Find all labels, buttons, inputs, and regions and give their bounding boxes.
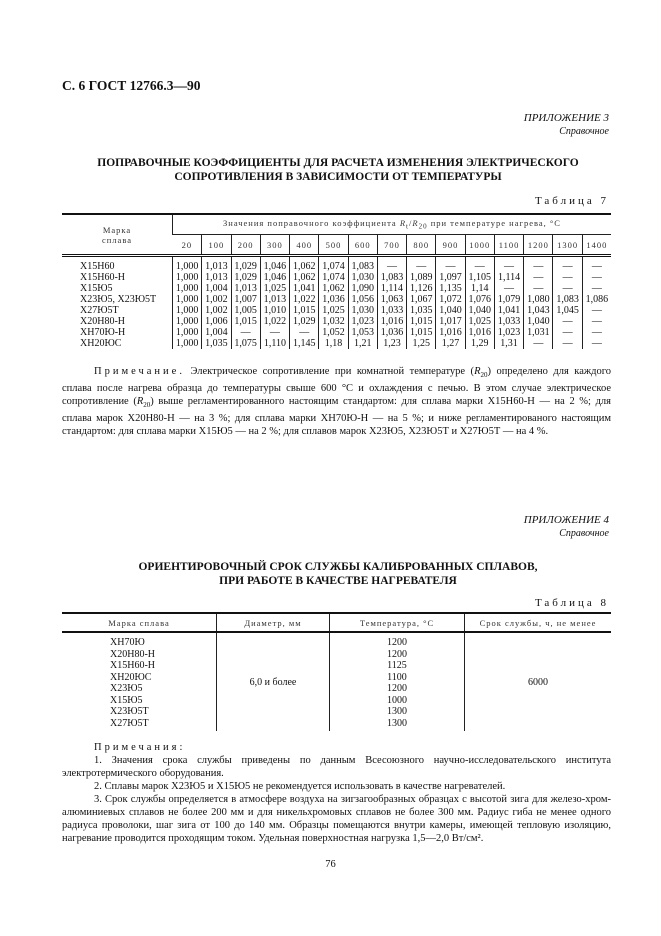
- coefficient-cell: —: [524, 283, 553, 294]
- column-header-alloy: [62, 214, 173, 256]
- note-item: 1. Значения срока службы приведены по данным Всесоюзного научно-исследовательского института электротермического оборудования.: [62, 755, 611, 779]
- table-row: [62, 327, 611, 338]
- coefficient-cell: —: [553, 338, 582, 349]
- title-line: СОПРОТИВЛЕНИЯ В ЗАВИСИМОСТИ ОТ ТЕМПЕРАТУРЫ: [174, 171, 502, 183]
- coefficient-cell: 1,083: [553, 294, 582, 305]
- table-row: [62, 305, 611, 316]
- alloy-cell: Х20Н80-Н: [80, 316, 125, 327]
- column-header-temperature: 500: [319, 235, 348, 256]
- coefficient-cell: —: [494, 256, 523, 273]
- coefficient-cell: 1,114: [377, 283, 406, 294]
- coefficient-cell: 1,114: [494, 272, 523, 283]
- column-header-temperature: 20: [181, 239, 193, 250]
- coefficient-cell: 1,015: [231, 316, 260, 327]
- note-text: Электрическое сопротивление при комнатной температуре $(R_{20})$ определено для каждого сплава после нагрева образца до температуры свыше 600 °С и охлаждения с печью. В этом случае электрическое сопротивление $(R_{20})$ выше регламентированного настоящим стандартом: для сплава марки Х15Н60-Н — на 2 %; для сплава марок Х20Н80-Н — на 3 %; для сплава марки ХН70Ю-Н — на 5 %; и ниже регламентированого настоящим стандартом: для сплава марки Х15Ю5 — на 2 %; для сплавов марок Х23Ю5, Х23Ю5Т и Х27Ю5Т — на 4 %.: [62, 366, 611, 438]
- coefficient-cell: —: [582, 316, 611, 327]
- coefficient-cell: 1,004: [202, 327, 231, 338]
- column-header-temperature: 1200: [524, 235, 553, 256]
- coefficient-cell: 1,041: [494, 305, 523, 316]
- coefficient-cell: 1,000: [173, 305, 202, 316]
- appendix-label: ПРИЛОЖЕНИЕ 4: [523, 514, 609, 526]
- coefficient-cell: 1,029: [290, 316, 319, 327]
- coefficient-cell: 1,21: [348, 338, 377, 349]
- coefficient-cell: —: [553, 316, 582, 327]
- coefficient-cell: 1,022: [260, 316, 289, 327]
- column-header-temperature: 200: [231, 235, 260, 256]
- temperature-item: 1100: [387, 671, 407, 683]
- header-text: Значения поправочного коэффициента $R_t/R_{20}$ при температуре нагрева, °С: [223, 218, 561, 231]
- coefficient-cell: 1,000: [173, 283, 202, 294]
- appendix-type: Справочное: [559, 528, 609, 539]
- coefficient-cell: 1,000: [173, 294, 202, 305]
- coefficient-cell: 1,033: [377, 305, 406, 316]
- coefficient-cell: 1,040: [524, 316, 553, 327]
- coefficient-cell: 1,015: [290, 305, 319, 316]
- coefficient-cell: 1,016: [377, 316, 406, 327]
- column-header-alloy: Марка сплава: [108, 617, 170, 628]
- coefficient-cell: —: [494, 283, 523, 294]
- coefficient-cell: 1,046: [260, 272, 289, 283]
- coefficient-cell: 1,035: [202, 338, 231, 349]
- table-7-caption: Таблица 7: [534, 195, 609, 207]
- coefficient-cell: 1,135: [436, 283, 465, 294]
- title-line: ОРИЕНТИРОВОЧНЫЙ СРОК СЛУЖБЫ КАЛИБРОВАННЫХ СПЛАВОВ,: [138, 561, 538, 573]
- coefficient-cell: 1,005: [231, 305, 260, 316]
- coefficient-cell: —: [231, 327, 260, 338]
- coefficient-cell: 1,015: [407, 327, 436, 338]
- coefficient-cell: 1,074: [319, 256, 348, 273]
- table-8: [62, 612, 611, 731]
- coefficient-cell: 1,046: [260, 256, 289, 273]
- coefficient-cell: 1,086: [582, 294, 611, 305]
- coefficient-cell: 1,025: [465, 316, 494, 327]
- coefficient-cell: 1,000: [173, 256, 202, 273]
- coefficient-cell: —: [524, 256, 553, 273]
- temperature-item: 1300: [387, 717, 407, 729]
- coefficient-cell: 1,097: [436, 272, 465, 283]
- column-header-diameter: Диаметр, мм: [217, 613, 330, 632]
- coefficient-cell: 1,030: [348, 305, 377, 316]
- column-header-temperature: 900: [436, 235, 465, 256]
- alloy-cell: Х27Ю5Т: [80, 305, 119, 316]
- coefficient-cell: —: [553, 256, 582, 273]
- page-number: 76: [325, 859, 336, 870]
- coefficient-cell: —: [407, 256, 436, 273]
- table-row: [62, 272, 611, 283]
- table-row: [62, 256, 611, 273]
- temperature-list: [330, 632, 465, 731]
- alloy-item: Х15Ю5: [110, 694, 143, 706]
- coefficient-cell: 1,015: [407, 316, 436, 327]
- notes-list: [62, 754, 611, 845]
- appendix-3-title: [60, 156, 616, 184]
- coefficient-cell: —: [582, 283, 611, 294]
- coefficient-cell: 1,022: [290, 294, 319, 305]
- table-row: [62, 338, 611, 349]
- column-header-temperature: Температура, °С: [330, 613, 465, 632]
- column-header-temperature: 700: [377, 235, 406, 256]
- column-header-temperature: 100: [202, 235, 231, 256]
- coefficient-cell: —: [582, 272, 611, 283]
- coefficient-cell: 1,013: [231, 283, 260, 294]
- coefficient-cell: 1,025: [319, 305, 348, 316]
- temperature-item: 1300: [387, 706, 407, 717]
- coefficient-cell: 1,080: [524, 294, 553, 305]
- coefficient-cell: 1,031: [524, 327, 553, 338]
- coefficient-cell: 1,083: [377, 272, 406, 283]
- coefficient-cell: 1,016: [436, 327, 465, 338]
- coefficient-cell: 1,040: [465, 305, 494, 316]
- coefficient-cell: 1,004: [202, 283, 231, 294]
- table-7: [62, 213, 611, 349]
- alloy-cell: Х15Ю5: [80, 283, 113, 294]
- appendix-4-label: [524, 514, 609, 540]
- coefficient-cell: 1,056: [348, 294, 377, 305]
- alloy-list: [62, 632, 217, 731]
- coefficient-cell: 1,029: [231, 272, 260, 283]
- coefficient-cell: 1,002: [202, 294, 231, 305]
- coefficient-cell: 1,040: [436, 305, 465, 316]
- coefficient-cell: —: [553, 272, 582, 283]
- coefficient-cell: —: [582, 305, 611, 316]
- coefficient-cell: 1,31: [494, 338, 523, 349]
- coefficient-cell: 1,126: [407, 283, 436, 294]
- alloy-item: Х20Н80-Н: [110, 648, 155, 660]
- coefficient-cell: 1,002: [202, 305, 231, 316]
- note-item: 2. Сплавы марок Х23Ю5 и Х15Ю5 не рекомендуется использовать в качестве нагревателей.: [94, 781, 506, 792]
- alloy-cell: ХН70Ю-Н: [80, 327, 126, 338]
- coefficient-cell: 1,074: [319, 272, 348, 283]
- coefficient-cell: 1,25: [407, 338, 436, 349]
- coefficient-cell: 1,000: [173, 272, 202, 283]
- alloy-cell: Х15Н60: [80, 261, 115, 272]
- table-row: [62, 316, 611, 327]
- coefficient-cell: 1,000: [173, 338, 202, 349]
- coefficient-cell: —: [553, 283, 582, 294]
- note-label: Примечание.: [94, 366, 185, 377]
- table-row: [62, 294, 611, 305]
- alloy-item: ХН20ЮС: [110, 671, 152, 683]
- column-header-temperature: 1400: [582, 235, 611, 256]
- coefficient-cell: —: [260, 327, 289, 338]
- coefficient-cell: 1,007: [231, 294, 260, 305]
- alloy-item: Х15Н60-Н: [110, 660, 155, 671]
- coefficient-cell: 1,27: [436, 338, 465, 349]
- document-header: С. 6 ГОСТ 12766.3—90: [62, 78, 201, 93]
- service-life-cell: 6000: [465, 632, 612, 731]
- alloy-cell: ХН20ЮС: [80, 338, 122, 349]
- alloy-item: ХН70Ю: [110, 637, 145, 648]
- notes-label: Примечания:: [94, 742, 186, 753]
- table-8-notes: [62, 741, 611, 845]
- column-header-temperature: 800: [407, 235, 436, 256]
- appendix-label: ПРИЛОЖЕНИЕ 3: [523, 112, 609, 124]
- coefficient-cell: 1,006: [202, 316, 231, 327]
- temperature-item: 1000: [387, 694, 407, 706]
- alloy-cell: Х15Н60-Н: [80, 272, 125, 283]
- appendix-3-label: [524, 112, 609, 138]
- coefficient-cell: 1,063: [377, 294, 406, 305]
- coefficient-cell: 1,016: [465, 327, 494, 338]
- coefficient-cell: 1,083: [348, 256, 377, 273]
- coefficient-cell: 1,041: [290, 283, 319, 294]
- coefficient-cell: 1,013: [202, 256, 231, 273]
- coefficient-cell: 1,23: [377, 338, 406, 349]
- column-header-temperature: 1000: [465, 235, 494, 256]
- coefficient-cell: 1,043: [524, 305, 553, 316]
- column-header-temperature: 300: [260, 235, 289, 256]
- note-item: 3. Срок службы определяется в атмосфере воздуха на зигзагообразных образцах с высотой зига для железо-хром-алюминиевых сплавов не более 200 мм и для никельхромовых сплавов не более 300 мм. Радиус гиба не менее одного радиуса проволоки, шаг зига от 100 до 140 мм. Образцы помещаются внутри камеры, имеющей тепловую изоляцию, нагревание проводится проходящим током. Удельная поверхностная нагрузка 1,5—2,0 Вт/см².: [62, 794, 611, 844]
- coefficient-cell: 1,010: [260, 305, 289, 316]
- coefficient-cell: —: [524, 338, 553, 349]
- coefficient-cell: —: [553, 327, 582, 338]
- coefficient-cell: —: [290, 327, 319, 338]
- coefficient-cell: 1,023: [348, 316, 377, 327]
- coefficient-cell: 1,29: [465, 338, 494, 349]
- coefficient-cell: 1,110: [260, 338, 289, 349]
- coefficient-cell: 1,067: [407, 294, 436, 305]
- coefficient-cell: 1,145: [290, 338, 319, 349]
- coefficient-cell: 1,025: [260, 283, 289, 294]
- column-header-temperature: 1300: [553, 235, 582, 256]
- coefficient-cell: —: [377, 256, 406, 273]
- column-header-coefficients: [173, 214, 612, 235]
- column-header-temperature: 1100: [494, 235, 523, 256]
- coefficient-cell: 1,076: [465, 294, 494, 305]
- alloy-item: Х27Ю5Т: [110, 717, 149, 729]
- coefficient-cell: 1,035: [407, 305, 436, 316]
- coefficient-cell: 1,023: [494, 327, 523, 338]
- coefficient-cell: 1,105: [465, 272, 494, 283]
- coefficient-cell: 1,079: [494, 294, 523, 305]
- coefficient-cell: 1,036: [319, 294, 348, 305]
- title-line: ПОПРАВОЧНЫЕ КОЭФФИЦИЕНТЫ ДЛЯ РАСЧЕТА ИЗМЕНЕНИЯ ЭЛЕКТРИЧЕСКОГО: [97, 157, 579, 169]
- header-text: сплава: [101, 234, 132, 245]
- coefficient-cell: 1,033: [494, 316, 523, 327]
- coefficient-cell: 1,062: [290, 256, 319, 273]
- appendix-4-title: [60, 560, 616, 588]
- temperature-item: 1200: [387, 637, 407, 648]
- coefficient-cell: 1,013: [202, 272, 231, 283]
- table-7-note: [62, 365, 611, 438]
- coefficient-cell: 1,030: [348, 272, 377, 283]
- coefficient-cell: 1,053: [348, 327, 377, 338]
- coefficient-cell: 1,062: [319, 283, 348, 294]
- coefficient-cell: —: [465, 256, 494, 273]
- coefficient-cell: —: [582, 338, 611, 349]
- alloy-cell: Х23Ю5, Х23Ю5Т: [80, 294, 157, 305]
- coefficient-cell: 1,017: [436, 316, 465, 327]
- coefficient-cell: 1,045: [553, 305, 582, 316]
- temperature-item: 1200: [387, 683, 407, 694]
- coefficient-cell: 1,062: [290, 272, 319, 283]
- appendix-type: Справочное: [559, 126, 609, 137]
- coefficient-cell: —: [524, 272, 553, 283]
- coefficient-cell: 1,089: [407, 272, 436, 283]
- coefficient-cell: —: [582, 327, 611, 338]
- coefficient-cell: 1,052: [319, 327, 348, 338]
- coefficient-cell: 1,013: [260, 294, 289, 305]
- coefficient-cell: —: [582, 256, 611, 273]
- column-header-service-life: Срок службы, ч, не менее: [465, 613, 612, 632]
- coefficient-cell: 1,000: [173, 316, 202, 327]
- title-line: ПРИ РАБОТЕ В КАЧЕСТВЕ НАГРЕВАТЕЛЯ: [219, 575, 457, 587]
- diameter-cell: 6,0 и более: [217, 632, 330, 731]
- table-8-caption: Таблица 8: [534, 597, 609, 609]
- table-row: [62, 283, 611, 294]
- alloy-item: Х23Ю5Т: [110, 706, 149, 717]
- temperature-item: 1125: [387, 660, 407, 671]
- coefficient-cell: 1,18: [319, 338, 348, 349]
- coefficient-cell: 1,000: [173, 327, 202, 338]
- coefficient-cell: 1,14: [465, 283, 494, 294]
- coefficient-cell: 1,036: [377, 327, 406, 338]
- column-header-temperature: 600: [348, 235, 377, 256]
- header-text: Марка: [102, 224, 132, 235]
- alloy-item: Х23Ю5: [110, 683, 143, 694]
- coefficient-cell: —: [436, 256, 465, 273]
- coefficient-cell: 1,072: [436, 294, 465, 305]
- temperature-item: 1200: [387, 648, 407, 660]
- coefficient-cell: 1,032: [319, 316, 348, 327]
- coefficient-cell: 1,029: [231, 256, 260, 273]
- coefficient-cell: 1,075: [231, 338, 260, 349]
- coefficient-cell: 1,090: [348, 283, 377, 294]
- column-header-temperature: 400: [290, 235, 319, 256]
